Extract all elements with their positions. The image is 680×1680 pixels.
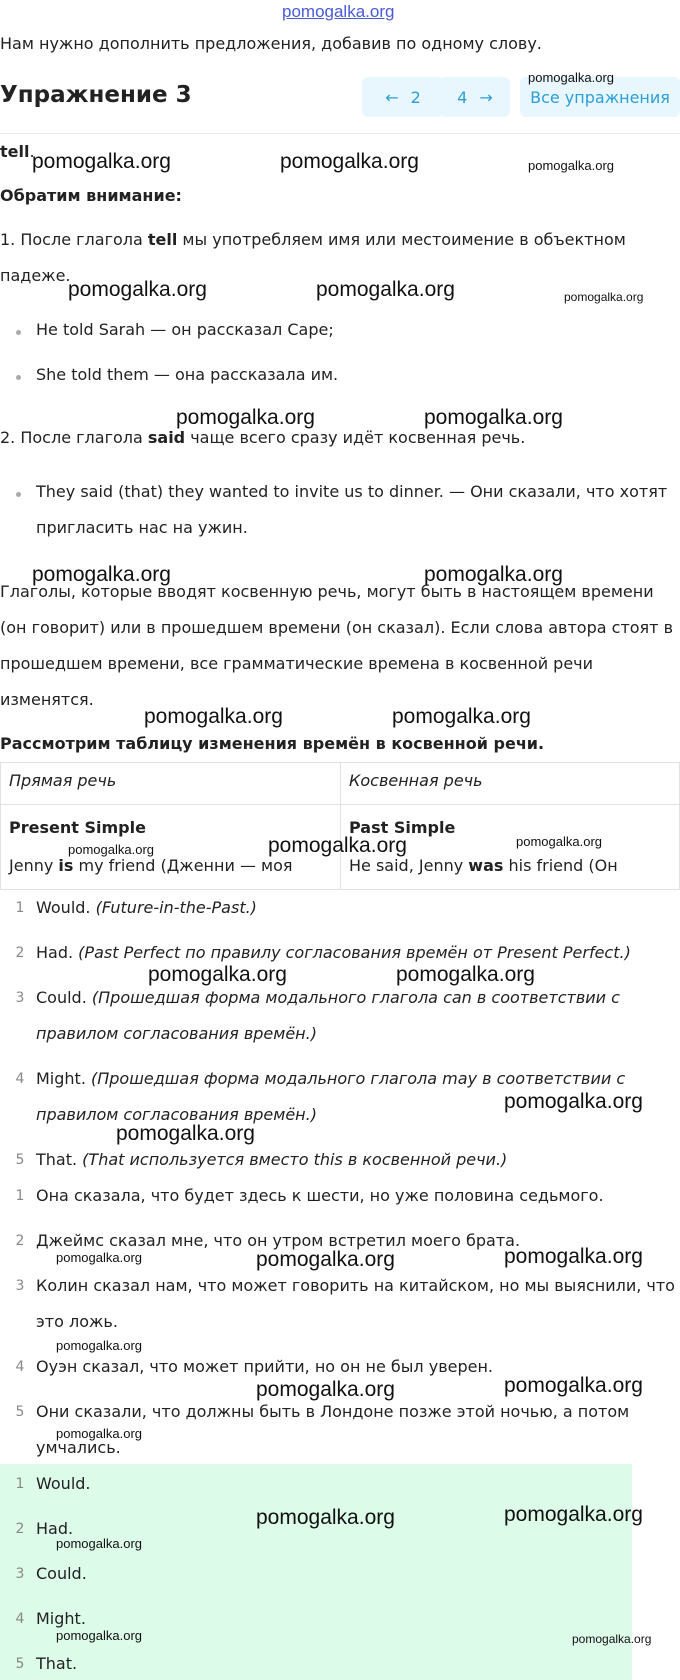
watermark: pomogalka.org — [396, 963, 535, 986]
answer-number: 2 — [15, 945, 25, 961]
translation-2: Джеймс сказал мне, что он утром встретил моего брата. — [36, 1231, 521, 1250]
answer-number: 5 — [15, 1656, 25, 1672]
exercise-title: Упражнение 3 — [0, 82, 192, 108]
answer-5: That. — [36, 1654, 78, 1673]
translation-5: Они сказали, что должны быть в Лондоне позже этой ночью, а потом — [36, 1402, 630, 1421]
watermark: pomogalka.org — [504, 1090, 643, 1113]
answer-explained-3-cont: правилом согласования времён.) — [36, 1024, 317, 1043]
answers-highlight — [0, 1464, 632, 1680]
translation-5-cont: умчались. — [36, 1438, 121, 1457]
answer-explained-4: Might. (Прошедшая форма модального глагола may в соответствии с — [36, 1069, 626, 1088]
translation-number: 5 — [15, 1404, 25, 1420]
watermark: pomogalka.org — [504, 1503, 643, 1526]
theory-paragraph-3-line-4: изменятся. — [0, 690, 94, 709]
translation-1: Она сказала, что будет здесь к шести, но уже половина седьмого. — [36, 1186, 604, 1205]
watermark: pomogalka.org — [516, 834, 602, 849]
table-cell-direct: Present Simple Jenny is my friend (Дженни — моя — [1, 805, 341, 890]
answer-explained-5: That. (That используется вместо this в косвенной речи.) — [36, 1150, 508, 1169]
intro-text: Нам нужно дополнить предложения, добавив по одному слову. — [0, 34, 542, 53]
watermark: pomogalka.org — [424, 406, 563, 429]
watermark: pomogalka.org — [528, 70, 614, 85]
answer-1: Would. — [36, 1474, 91, 1493]
bullet-icon — [16, 330, 21, 335]
watermark: pomogalka.org — [176, 406, 315, 429]
watermark: pomogalka.org — [56, 1250, 142, 1265]
tenses-table — [0, 762, 680, 890]
watermark: pomogalka.org — [68, 842, 154, 857]
bullet-icon — [16, 492, 21, 497]
example-bullet-1: He told Sarah — он рассказал Саре; — [36, 320, 334, 339]
translation-number: 2 — [15, 1233, 25, 1249]
watermark: pomogalka.org — [56, 1628, 142, 1643]
watermark: pomogalka.org — [56, 1536, 142, 1551]
watermark: pomogalka.org — [148, 963, 287, 986]
answer-number: 1 — [15, 1476, 25, 1492]
arrow-right-icon: → — [479, 87, 493, 107]
answer-explained-1: Would. (Future-in-the-Past.) — [36, 898, 257, 917]
answer-number: 4 — [15, 1071, 25, 1087]
watermark: pomogalka.org — [268, 834, 407, 857]
translation-4: Оуэн сказал, что может прийти, но он не был уверен. — [36, 1357, 494, 1376]
watermark: pomogalka.org — [424, 563, 563, 586]
watermark: pomogalka.org — [32, 563, 171, 586]
answer-explained-4-cont: правилом согласования времён.) — [36, 1105, 317, 1124]
watermark: pomogalka.org — [56, 1338, 142, 1353]
watermark: pomogalka.org — [256, 1248, 395, 1271]
answer-number: 5 — [15, 1152, 25, 1168]
watermark: pomogalka.org — [392, 705, 531, 728]
answer-explained-3: Could. (Прошедшая форма модального глагола can в соответствии с — [36, 988, 620, 1007]
watermark: pomogalka.org — [280, 150, 419, 173]
prev-exercise-button[interactable] — [362, 77, 444, 117]
watermark: pomogalka.org — [256, 1378, 395, 1401]
translation-number: 1 — [15, 1188, 25, 1204]
answer-3: Could. — [36, 1564, 87, 1583]
watermark: pomogalka.org — [504, 1374, 643, 1397]
answer-explained-2: Had. (Past Perfect по правилу согласования времён от Present Perfect.) — [36, 943, 631, 962]
watermark: pomogalka.org — [68, 278, 207, 301]
theory-paragraph-1-cont: падеже. — [0, 266, 71, 285]
watermark: pomogalka.org — [564, 290, 644, 304]
watermark: pomogalka.org — [572, 1632, 652, 1646]
example-bullet-3: They said (that) they wanted to invite us to dinner. — Они сказали, что хотят — [36, 482, 668, 501]
watermark: pomogalka.org — [56, 1426, 142, 1441]
watermark: pomogalka.org — [256, 1506, 395, 1529]
bullet-icon — [16, 375, 21, 380]
answer-number: 3 — [15, 990, 25, 1006]
theory-paragraph-3-line-1: Глаголы, которые вводят косвенную речь, могут быть в настоящем времени — [0, 582, 654, 601]
tenses-table-wrapper — [0, 762, 680, 892]
theory-paragraph-2: 2. После глагола said чаще всего сразу идёт косвенная речь. — [0, 428, 526, 447]
theory-paragraph-3-line-2: (он говорит) или в прошедшем времени (он сказал). Если слова автора стоят в — [0, 618, 674, 637]
translation-3-cont: это ложь. — [36, 1312, 118, 1331]
answer-number: 2 — [15, 1521, 25, 1537]
next-exercise-label: 4 — [457, 87, 468, 107]
watermark: pomogalka.org — [316, 278, 455, 301]
watermark: pomogalka.org — [32, 150, 171, 173]
table-header-direct: Прямая речь — [1, 763, 341, 805]
example-bullet-3-cont: пригласить нас на ужин. — [36, 518, 248, 537]
watermark: pomogalka.org — [116, 1122, 255, 1145]
theory-paragraph-3-line-3: прошедшем времени, все грамматические времена в косвенной речи — [0, 654, 594, 673]
answer-number: 3 — [15, 1566, 25, 1582]
site-link[interactable]: pomogalka.org — [282, 2, 395, 21]
note-heading: Обратим внимание: — [0, 186, 182, 205]
watermark: pomogalka.org — [528, 158, 614, 173]
arrow-left-icon: ← — [385, 87, 399, 107]
prev-exercise-label: 2 — [410, 87, 421, 107]
divider — [0, 133, 680, 134]
answer-number: 1 — [15, 900, 25, 916]
translation-number: 4 — [15, 1359, 25, 1375]
example-bullet-2: She told them — она рассказала им. — [36, 365, 339, 384]
all-exercises-label: Все упражнения — [530, 87, 670, 107]
answer-4: Might. — [36, 1609, 86, 1628]
answer-2: Had. — [36, 1519, 74, 1538]
watermark: pomogalka.org — [144, 705, 283, 728]
answer-number: 4 — [15, 1611, 25, 1627]
translation-3: Колин сказал нам, что может говорить на китайском, но мы выяснили, что — [36, 1276, 675, 1295]
table-heading: Рассмотрим таблицу изменения времён в косвенной речи. — [0, 734, 545, 753]
theory-paragraph-1: 1. После глагола tell мы употребляем имя или местоимение в объектном — [0, 230, 626, 249]
watermark: pomogalka.org — [504, 1245, 643, 1268]
translation-number: 3 — [15, 1278, 25, 1294]
next-exercise-button[interactable] — [440, 77, 510, 117]
table-cell-indirect: Past Simple He said, Jenny was his friend (Он — [341, 805, 680, 890]
table-header-indirect: Косвенная речь — [341, 763, 680, 805]
theory-fragment: tell. — [0, 142, 35, 161]
